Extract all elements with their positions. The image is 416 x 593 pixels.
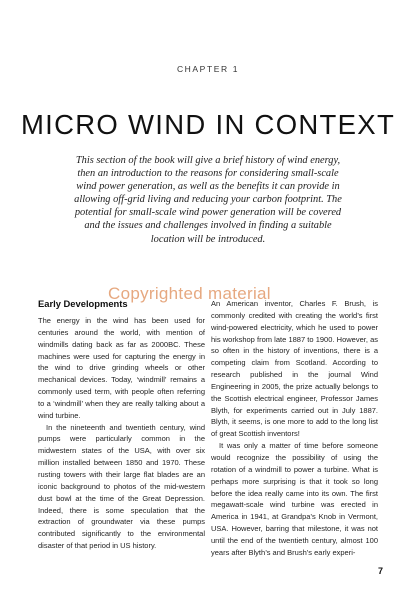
paragraph: In the nineteenth and twentieth century, wind pumps were particularly common in the midwestern states of the USA, with over six million installed between 1850 and 1970. These rusting towers with their large flat blades are an iconic background to photos of the mid-western dust bowl at the time of the Great Depression. Indeed, there is some speculation that the extraction of groundwater via these pumps contributed significantly to the environmental disaster of that period in US history. — [38, 422, 205, 551]
section-heading: Early Developments — [38, 298, 128, 309]
copyright-watermark: Copyrighted material — [108, 284, 271, 303]
paragraph: An American inventor, Charles F. Brush, is commonly credited with creating the world’s first wind-powered electricity, which he used to power his workshop from late 1887 to 1900. However, as so often in the history of inventions, there is a competing claim from Scotland. According to research published in the journal Wind Engineering in 2005, the prize actually belongs to the Scottish electrical engineer, Professor James Blyth, for experiments carried out in July 1887. Blyth, it seems, is one more to add to the long list of great Scottish inventors! — [211, 299, 378, 439]
page-title: MICRO WIND IN CONTEXT — [20, 109, 396, 140]
left-column — [38, 298, 205, 552]
paragraph: The energy in the wind has been used for centuries around the world, with mention of windmills dating back as far as 2000BC. These machines were used for capturing the energy in the wind to drive grinding wheels or other mechanical devices. Today, ‘windmill’ remains a commonly used term, with people often referring to a ‘windmill’ when they are really talking about a wind turbine. — [38, 316, 205, 420]
chapter-intro: This section of the book will give a brief history of wind energy, then an introduction to the reasons for considering small-scale wind power generation, as well as the benefits it can provide in allowing off-grid living and reducing your carbon footprint. The potential for small-scale wind power generation will be covered and the issues and challenges involved in finding a suitable location will be introduced. — [74, 155, 342, 245]
chapter-label: CHAPTER 1 — [176, 64, 240, 74]
right-column — [211, 298, 378, 559]
page-number: 7 — [378, 566, 384, 576]
paragraph: It was only a matter of time before someone would recognize the possibility of using the rotation of a windmill to power a turbine. What is perhaps more surprising is that it took so long before the idea really came into its own. The first megawatt-scale wind turbine was erected in America in 1941, at Grandpa’s Knob in Vermont, USA. However, barring that milestone, it was not until the end of the twentieth century, almost 100 years after Blyth’s and Brush’s early experi- — [211, 441, 378, 557]
